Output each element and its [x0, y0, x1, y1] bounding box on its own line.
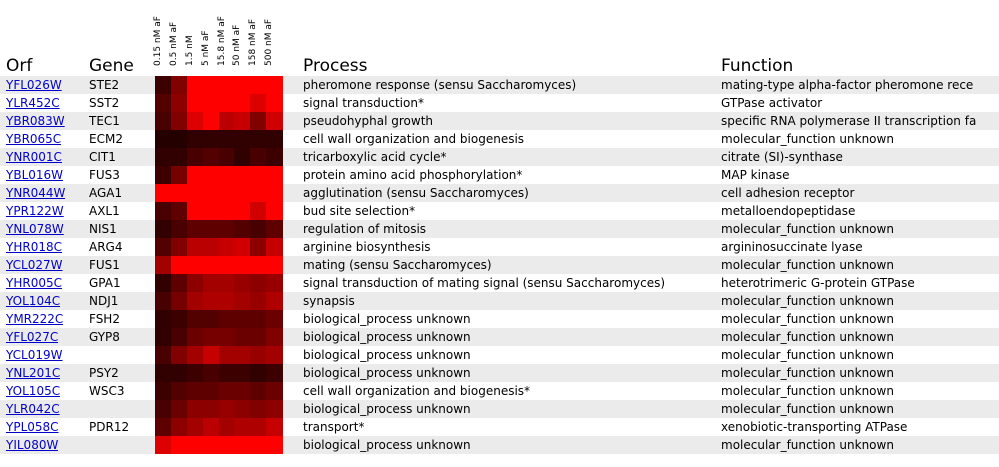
column-label	[200, 2, 215, 66]
heatmap-cell	[219, 238, 236, 256]
heatmap-cell	[187, 202, 204, 220]
heatmap-cell	[234, 256, 251, 274]
heatmap-cell	[234, 130, 251, 148]
heatmap-cell	[219, 94, 236, 112]
orf-link[interactable]: YFL026W	[6, 78, 62, 92]
heatmap-cell	[203, 274, 220, 292]
table-row	[0, 292, 999, 310]
heatmap-cell	[203, 94, 220, 112]
heatmap-cell	[171, 400, 188, 418]
heatmap-cell	[266, 202, 283, 220]
function-text: molecular_function unknown	[721, 312, 894, 326]
orf-link[interactable]: YPR122W	[6, 204, 64, 218]
heatmap-cell	[266, 400, 283, 418]
orf-link[interactable]: YHR018C	[6, 240, 62, 254]
heatmap-cell	[203, 166, 220, 184]
heatmap-cell	[155, 220, 172, 238]
table-row	[0, 220, 999, 238]
process-text: agglutination (sensu Saccharomyces)	[303, 186, 529, 200]
gene-name: FSH2	[89, 312, 120, 326]
heatmap-cell	[187, 94, 204, 112]
table-row	[0, 310, 999, 328]
heatmap-cell	[234, 220, 251, 238]
heatmap-cell	[266, 292, 283, 310]
process-text: signal transduction of mating signal (sensu Saccharomyces)	[303, 276, 666, 290]
heatmap-cell	[250, 148, 267, 166]
heatmap-cell	[155, 382, 172, 400]
heatmap-cell	[171, 202, 188, 220]
heatmap-cell	[155, 256, 172, 274]
orf-link[interactable]: YOL105C	[6, 384, 61, 398]
heatmap-cell	[187, 184, 204, 202]
heatmap-cell	[234, 166, 251, 184]
heatmap-cell	[203, 436, 220, 454]
table-row	[0, 346, 999, 364]
heatmap-cell	[203, 310, 220, 328]
heatmap-cell	[234, 94, 251, 112]
heatmap-cell	[250, 76, 267, 94]
orf-link[interactable]: YLR452C	[6, 96, 60, 110]
table-row	[0, 274, 999, 292]
heatmap-cell	[187, 292, 204, 310]
column-label-text: 15.8 nM aF	[216, 16, 227, 66]
heatmap-cell	[155, 328, 172, 346]
column-label-text: 1.5 nM	[184, 35, 195, 66]
heatmap-cell	[234, 400, 251, 418]
gene-name: NIS1	[89, 222, 117, 236]
heatmap-cell	[250, 418, 267, 436]
heatmap-cell	[155, 274, 172, 292]
orf-link[interactable]: YCL027W	[6, 258, 63, 272]
function-header: Function	[721, 56, 794, 76]
heatmap-cell	[203, 364, 220, 382]
orf-link[interactable]: YFL027C	[6, 330, 59, 344]
heatmap-cell	[171, 184, 188, 202]
heatmap-cell	[266, 130, 283, 148]
heatmap-cell	[250, 382, 267, 400]
function-text: xenobiotic-transporting ATPase	[721, 420, 908, 434]
column-label-text: 0.15 nM aF	[153, 16, 163, 66]
gene-name: FUS3	[89, 168, 120, 182]
heatmap-cell	[203, 346, 220, 364]
heatmap-cell	[250, 310, 267, 328]
heatmap-cell	[234, 238, 251, 256]
heatmap-cell	[155, 166, 172, 184]
gene-name: PSY2	[89, 366, 119, 380]
column-label-text: 50 nM aF	[232, 24, 243, 66]
heatmap-cell	[203, 202, 220, 220]
heatmap-cell	[203, 400, 220, 418]
heatmap-cell	[219, 436, 236, 454]
orf-link[interactable]: YBR065C	[6, 132, 62, 146]
function-text: molecular_function unknown	[721, 222, 894, 236]
function-text: cell adhesion receptor	[721, 186, 855, 200]
heatmap-cell	[219, 166, 236, 184]
table-row	[0, 148, 999, 166]
process-text: biological_process unknown	[303, 348, 471, 362]
heatmap-cell	[234, 328, 251, 346]
process-text: biological_process unknown	[303, 366, 471, 380]
column-label-text: 500 nM aF	[264, 18, 275, 66]
gene-name: GYP8	[89, 330, 120, 344]
heatmap-cell	[155, 400, 172, 418]
heatmap-cell	[234, 364, 251, 382]
heatmap-cell	[155, 346, 172, 364]
heatmap-cell	[171, 346, 188, 364]
heatmap-cell	[155, 364, 172, 382]
process-text: cell wall organization and biogenesis*	[303, 384, 531, 398]
heatmap-cell	[203, 184, 220, 202]
heatmap-cell	[187, 382, 204, 400]
heatmap-cell	[187, 238, 204, 256]
table-row	[0, 436, 999, 454]
heatmap-cell	[250, 400, 267, 418]
heatmap-cell	[187, 346, 204, 364]
process-text: bud site selection*	[303, 204, 416, 218]
heatmap-cell	[171, 310, 188, 328]
heatmap-cell	[155, 418, 172, 436]
table-row	[0, 364, 999, 382]
heatmap-cell	[203, 148, 220, 166]
heatmap-cell	[266, 184, 283, 202]
process-text: transport*	[303, 420, 365, 434]
heatmap-cell	[187, 112, 204, 130]
gene-name: WSC3	[89, 384, 125, 398]
heatmap-cell	[250, 220, 267, 238]
heatmap-cell	[155, 148, 172, 166]
gene-name: AGA1	[89, 186, 123, 200]
heatmap-cell	[234, 274, 251, 292]
heatmap-cell	[266, 382, 283, 400]
function-text: molecular_function unknown	[721, 330, 894, 344]
heatmap-cell	[266, 310, 283, 328]
process-text: biological_process unknown	[303, 402, 471, 416]
orf-link[interactable]: YMR222C	[6, 312, 64, 326]
gene-name: SST2	[89, 96, 120, 110]
process-text: tricarboxylic acid cycle*	[303, 150, 447, 164]
heatmap-cell	[219, 256, 236, 274]
orf-link[interactable]: YNL201C	[6, 366, 61, 380]
function-text: MAP kinase	[721, 168, 790, 182]
heatmap-cell	[187, 148, 204, 166]
function-text: molecular_function unknown	[721, 294, 894, 308]
heatmap-cell	[219, 274, 236, 292]
heatmap-cell	[171, 364, 188, 382]
process-text: biological_process unknown	[303, 330, 471, 344]
heatmap-cell	[155, 238, 172, 256]
function-text: heterotrimeric G-protein GTPase	[721, 276, 915, 290]
heatmap-cell	[266, 148, 283, 166]
heatmap-cell	[187, 274, 204, 292]
heatmap-cell	[250, 346, 267, 364]
gene-name: GPA1	[89, 276, 121, 290]
process-text: signal transduction*	[303, 96, 424, 110]
heatmap-cell	[203, 418, 220, 436]
heatmap-cell	[219, 328, 236, 346]
heatmap-cell	[171, 382, 188, 400]
heatmap-cell	[203, 76, 220, 94]
function-text: citrate (SI)-synthase	[721, 150, 843, 164]
heatmap-cell	[219, 346, 236, 364]
orf-link[interactable]: YCL019W	[6, 348, 63, 362]
heatmap-cell	[171, 148, 188, 166]
heatmap-cell	[187, 130, 204, 148]
heatmap-cell	[187, 436, 204, 454]
process-text: mating (sensu Saccharomyces)	[303, 258, 492, 272]
heatmap-cell	[187, 328, 204, 346]
column-label	[184, 2, 199, 66]
heatmap-cell	[203, 256, 220, 274]
column-label	[234, 2, 246, 66]
heatmap-cell	[234, 202, 251, 220]
gene-name: ECM2	[89, 132, 123, 146]
heatmap-cell	[219, 76, 236, 94]
heatmap-cell	[219, 184, 236, 202]
heatmap-cell	[155, 436, 172, 454]
heatmap-cell	[171, 256, 188, 274]
process-text: pseudohyphal growth	[303, 114, 434, 128]
orf-link[interactable]: YNR044W	[6, 186, 66, 200]
function-text: argininosuccinate lyase	[721, 240, 863, 254]
heatmap-cell	[187, 256, 204, 274]
orf-link[interactable]: YLR042C	[6, 402, 60, 416]
heatmap-cell	[203, 130, 220, 148]
heatmap-cell	[171, 238, 188, 256]
heatmap-cell	[171, 166, 188, 184]
table-row	[0, 238, 999, 256]
heatmap-cell	[155, 310, 172, 328]
heatmap-cell	[171, 220, 188, 238]
heatmap-cell	[219, 112, 236, 130]
heatmap-cell	[266, 256, 283, 274]
heatmap-cell	[234, 292, 251, 310]
heatmap-cell	[219, 202, 236, 220]
column-label	[250, 2, 262, 66]
function-text: specific RNA polymerase II transcription fa	[721, 114, 977, 128]
heatmap-cell	[171, 418, 188, 436]
orf-link[interactable]: YIL080W	[6, 438, 59, 452]
heatmap-cell	[250, 184, 267, 202]
heatmap-cell	[171, 274, 188, 292]
heatmap-cell	[266, 220, 283, 238]
heatmap-cell	[219, 130, 236, 148]
heatmap-cell	[234, 436, 251, 454]
heatmap-cell	[187, 76, 204, 94]
heatmap-cell	[155, 130, 172, 148]
heatmap-cell	[171, 292, 188, 310]
function-text: metalloendopeptidase	[721, 204, 856, 218]
gene-name: ARG4	[89, 240, 123, 254]
function-text: molecular_function unknown	[721, 348, 894, 362]
orf-link[interactable]: YBL016W	[6, 168, 64, 182]
heatmap-cell	[234, 76, 251, 94]
heatmap-cell	[187, 418, 204, 436]
heatmap-cell	[155, 292, 172, 310]
gene-header: Gene	[89, 56, 134, 76]
heatmap-cell	[250, 364, 267, 382]
column-label	[266, 2, 278, 66]
process-header: Process	[303, 56, 368, 76]
heatmap-cell	[219, 292, 236, 310]
heatmap-cell	[219, 418, 236, 436]
process-text: biological_process unknown	[303, 312, 471, 326]
column-label	[168, 2, 183, 66]
orf-link[interactable]: YNL078W	[6, 222, 64, 236]
orf-link[interactable]: YOL104C	[6, 294, 61, 308]
column-label	[155, 2, 167, 66]
heatmap-cell	[171, 328, 188, 346]
column-label-text: 158 nM aF	[248, 18, 259, 66]
heatmap-cell	[171, 76, 188, 94]
heatmap-cell	[171, 436, 188, 454]
table-row	[0, 166, 999, 184]
heatmap-cell	[266, 238, 283, 256]
function-text: molecular_function unknown	[721, 366, 894, 380]
orf-link[interactable]: YHR005C	[6, 276, 62, 290]
orf-header: Orf	[6, 56, 33, 76]
table-row	[0, 130, 999, 148]
heatmap-cell	[234, 418, 251, 436]
orf-link[interactable]: YBR083W	[6, 114, 65, 128]
heatmap-cell	[203, 112, 220, 130]
function-text: molecular_function unknown	[721, 438, 894, 452]
heatmap-cell	[219, 220, 236, 238]
function-text: molecular_function unknown	[721, 132, 894, 146]
heatmap-cell	[203, 292, 220, 310]
heatmap-cell	[155, 112, 172, 130]
heatmap-cell	[219, 310, 236, 328]
heatmap-cell	[266, 274, 283, 292]
table-row	[0, 184, 999, 202]
heatmap-cell	[266, 346, 283, 364]
heatmap-cell	[250, 256, 267, 274]
heatmap-cell	[219, 148, 236, 166]
heatmap-cell	[155, 76, 172, 94]
heatmap-cell	[219, 400, 236, 418]
heatmap-cell	[234, 148, 251, 166]
heatmap-cell	[203, 238, 220, 256]
heatmap-cell	[266, 166, 283, 184]
heatmap-cell	[266, 364, 283, 382]
table-row	[0, 400, 999, 418]
heatmap-cell	[266, 328, 283, 346]
gene-name: TEC1	[89, 114, 120, 128]
column-label	[216, 2, 231, 66]
process-text: synapsis	[303, 294, 355, 308]
heatmap-cell	[219, 382, 236, 400]
heatmap-cell	[250, 94, 267, 112]
heatmap-cell	[187, 310, 204, 328]
table-row	[0, 202, 999, 220]
heatmap-cell	[187, 364, 204, 382]
heatmap-cell	[250, 130, 267, 148]
table-row	[0, 256, 999, 274]
column-label-text: 0.5 nM aF	[168, 21, 179, 66]
heatmap-cell	[155, 202, 172, 220]
heatmap-cell	[171, 130, 188, 148]
heatmap-cell	[187, 166, 204, 184]
heatmap-cell	[250, 166, 267, 184]
table-row	[0, 76, 999, 94]
heatmap-cell	[234, 382, 251, 400]
heatmap-cell	[250, 328, 267, 346]
process-text: protein amino acid phosphorylation*	[303, 168, 523, 182]
process-text: biological_process unknown	[303, 438, 471, 452]
heatmap-cell	[250, 436, 267, 454]
heatmap-cell	[234, 184, 251, 202]
heatmap-cell	[250, 238, 267, 256]
column-label-text: 5 nM aF	[200, 30, 211, 66]
heatmap-cell	[171, 112, 188, 130]
orf-link[interactable]: YNR001C	[6, 150, 62, 164]
gene-name: FUS1	[89, 258, 120, 272]
heatmap-cell	[187, 400, 204, 418]
process-text: regulation of mitosis	[303, 222, 427, 236]
function-text: molecular_function unknown	[721, 384, 894, 398]
function-text: molecular_function unknown	[721, 402, 894, 416]
heatmap-cell	[219, 364, 236, 382]
heatmap-cell	[203, 328, 220, 346]
table-row	[0, 328, 999, 346]
gene-name: STE2	[89, 78, 120, 92]
heatmap-cell	[234, 310, 251, 328]
function-text: mating-type alpha-factor pheromone rece	[721, 78, 974, 92]
gene-name: CIT1	[89, 150, 116, 164]
heatmap-cell	[250, 112, 267, 130]
heatmap-cell	[266, 436, 283, 454]
heatmap-cell	[234, 346, 251, 364]
process-text: arginine biosynthesis	[303, 240, 431, 254]
heatmap-cell	[187, 220, 204, 238]
process-text: pheromone response (sensu Saccharomyces)	[303, 78, 577, 92]
heatmap-cell	[203, 220, 220, 238]
process-text: cell wall organization and biogenesis	[303, 132, 525, 146]
heatmap-cell	[155, 94, 172, 112]
gene-name: AXL1	[89, 204, 120, 218]
table-row	[0, 94, 999, 112]
function-text: molecular_function unknown	[721, 258, 894, 272]
function-text: GTPase activator	[721, 96, 823, 110]
heatmap-cell	[250, 202, 267, 220]
table-row	[0, 112, 999, 130]
heatmap-cell	[266, 112, 283, 130]
table-row	[0, 382, 999, 400]
heatmap-cell	[234, 112, 251, 130]
orf-link[interactable]: YPL058C	[6, 420, 59, 434]
gene-name: NDJ1	[89, 294, 119, 308]
heatmap-cell	[171, 94, 188, 112]
heatmap-cell	[266, 94, 283, 112]
heatmap-cell	[266, 76, 283, 94]
heatmap-cell	[250, 292, 267, 310]
table-row	[0, 418, 999, 436]
heatmap-cell	[250, 274, 267, 292]
heatmap-cell	[155, 184, 172, 202]
gene-name: PDR12	[89, 420, 130, 434]
heatmap-cell	[203, 382, 220, 400]
heatmap-cell	[266, 418, 283, 436]
